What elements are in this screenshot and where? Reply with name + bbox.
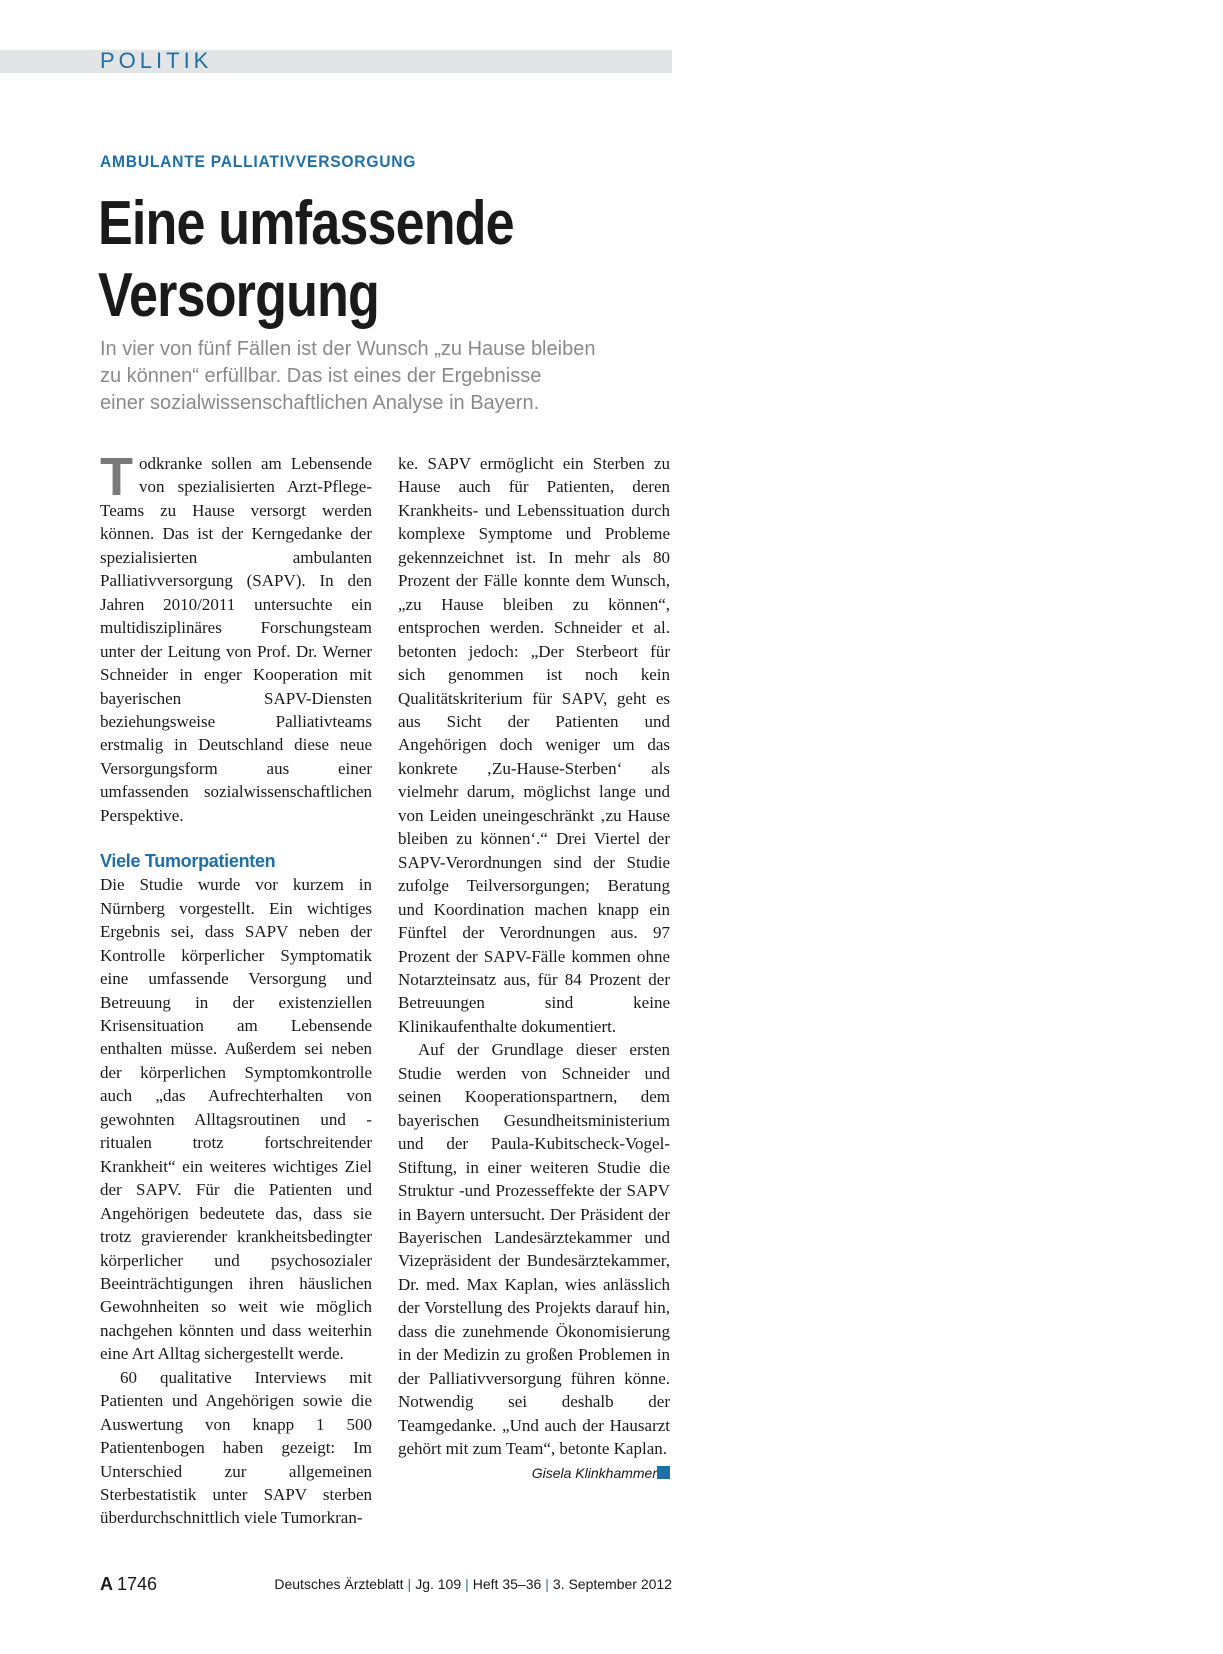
paragraph-5-text: Auf der Grundlage dieser ersten Studie werden von Schneider und seinen Kooperationspartnern, dem bayerischen Gesundheitsministerium und der Paula-Kubitscheck-Vogel-Stiftung, in einer weiteren Studie die Struktur -und Prozesseffekte der SAPV in Bayern untersucht. Der Präsident der Bayerischen Landesärztekammer und Vizepräsident der Bundesärztekammer, Dr. med. Max Kaplan, wies anlässlich der Vorstellung des Projekts darauf hin, dass die zunehmende Ökonomisierung in der Medizin zu großen Problemen in der Palliativversorgung führen könne. Notwendig sei deshalb der Teamgedanke. „Und auch der Hausarzt gehört mit zum Team“, betonte Kaplan. — [398, 1040, 670, 1459]
subheading: Viele Tumorpatienten — [100, 851, 276, 872]
drop-cap: T — [100, 447, 133, 507]
journal-info — [274, 1576, 672, 1592]
paragraph-4: ke. SAPV ermöglicht ein Sterben zu Hause auch für Patienten, deren Krankheits- und Lebenssituation durch komplexe Symptome und Probleme gekennzeichnet ist. In mehr als 80 Prozent der Fälle konnte dem Wunsch, „zu Hause bleiben zu können“, entsprochen werden. Schneider et al. betonten jedoch: „Der Sterbeort für sich genommen ist noch kein Qualitätskriterium für SAPV, geht es aus Sicht der Patienten und Angehörigen doch weniger um das konkrete ‚Zu-Hause-Sterben‘ als vielmehr darum, möglichst lange und von Leiden uneingeschränkt ‚zu Hause bleiben zu können‘.“ Drei Viertel der SAPV-Verordnungen sind der Studie zufolge Teilversorgungen; Beratung und Koordination machen knapp ein Fünftel der Verordnungen aus. 97 Prozent der SAPV-Fälle kommen ohne Notarzteinsatz aus, für 84 Prozent der Betreuungen sind keine Klinikaufenthalte dokumentiert. — [398, 454, 670, 1036]
page-number-value: 1746 — [117, 1574, 158, 1594]
paragraph-intro-text: odkranke sollen am Lebensende von spezialisierten Arzt-Pflege-Teams zu Hause versorgt werden können. Das ist der Kerngedanke der spezialisierten ambulanten Palliativversorgung (SAPV). In den Jahren 2010/2011 untersuchte ein multidisziplinäres Forschungsteam unter der Leitung von Prof. Dr. Werner Schneider in enger Kooperation mit bayerischen SAPV-Diensten beziehungsweise Palliativteams erstmalig in Deutschland diese neue Versorgungsform aus einer umfassenden sozialwissenschaftlichen Perspektive. — [100, 454, 372, 825]
page-footer — [100, 1574, 672, 1598]
page-prefix: A — [100, 1574, 113, 1594]
journal-name: Deutsches Ärzteblatt — [274, 1576, 404, 1592]
lead-line-1: In vier von fünf Fällen ist der Wunsch „zu Hause bleiben — [100, 338, 596, 360]
headline-line-1: Eine umfassende — [98, 189, 514, 258]
paragraph-2: Die Studie wurde vor kurzem in Nürnberg vorgestellt. Ein wichtiges Ergebnis sei, dass SAPV neben der Kontrolle körperlicher Symptomatik eine umfassende Versorgung und Betreuung in der existenziellen Krisensituation am Lebensende enthalten müsse. Außerdem sei neben der körperlichen Symptomkontrolle auch „das Aufrechterhalten von gewohnten Alltagsroutinen und -ritualen trotz fortschreitender Krankheit“ ein weiteres wichtiges Ziel der SAPV. Für die Patienten und Angehörigen bedeutete das, dass sie trotz gravierender krankheitsbedingter körperlicher und psychosozialer Beeinträchtigungen ihren häuslichen Gewohnheiten so weit wie möglich nachgehen könnten und dass weiterhin eine Art Alltag sichergestellt werde. — [100, 875, 372, 1364]
section-label: POLITIK — [100, 48, 213, 73]
article-lead — [100, 336, 680, 417]
article-kicker: AMBULANTE PALLIATIVVERSORGUNG — [100, 152, 417, 171]
separator: | — [465, 1576, 469, 1592]
lead-line-2: zu können“ erfüllbar. Das ist eines der Ergebnisse — [100, 365, 542, 387]
journal-issue: Heft 35–36 — [472, 1576, 542, 1592]
headline-line-2: Versorgung — [98, 261, 379, 330]
page-number — [100, 1574, 157, 1595]
paragraph-3: 60 qualitative Interviews mit Patienten und Angehörigen sowie die Auswertung von knapp 1 500 Patientenbogen haben gezeigt: Im Unterschied zur allgemeinen Sterbestatistik unter SAPV sterben überdurchschnittlich viele Tumorkran- — [100, 1367, 372, 1528]
article-column-right — [398, 452, 670, 1486]
separator: | — [545, 1576, 549, 1592]
article-headline — [98, 188, 514, 332]
separator: | — [407, 1576, 412, 1592]
journal-volume: Jg. 109 — [415, 1576, 462, 1592]
paragraph-5 — [398, 1038, 670, 1460]
lead-line-3: einer sozialwissenschaftlichen Analyse in Bayern. — [100, 392, 540, 414]
journal-date: 3. September 2012 — [552, 1576, 672, 1592]
end-mark-icon — [657, 1466, 670, 1479]
paragraph-intro — [100, 447, 372, 827]
article-column-left — [100, 447, 372, 1530]
author-name: Gisela Klinkhammer — [531, 1465, 657, 1482]
